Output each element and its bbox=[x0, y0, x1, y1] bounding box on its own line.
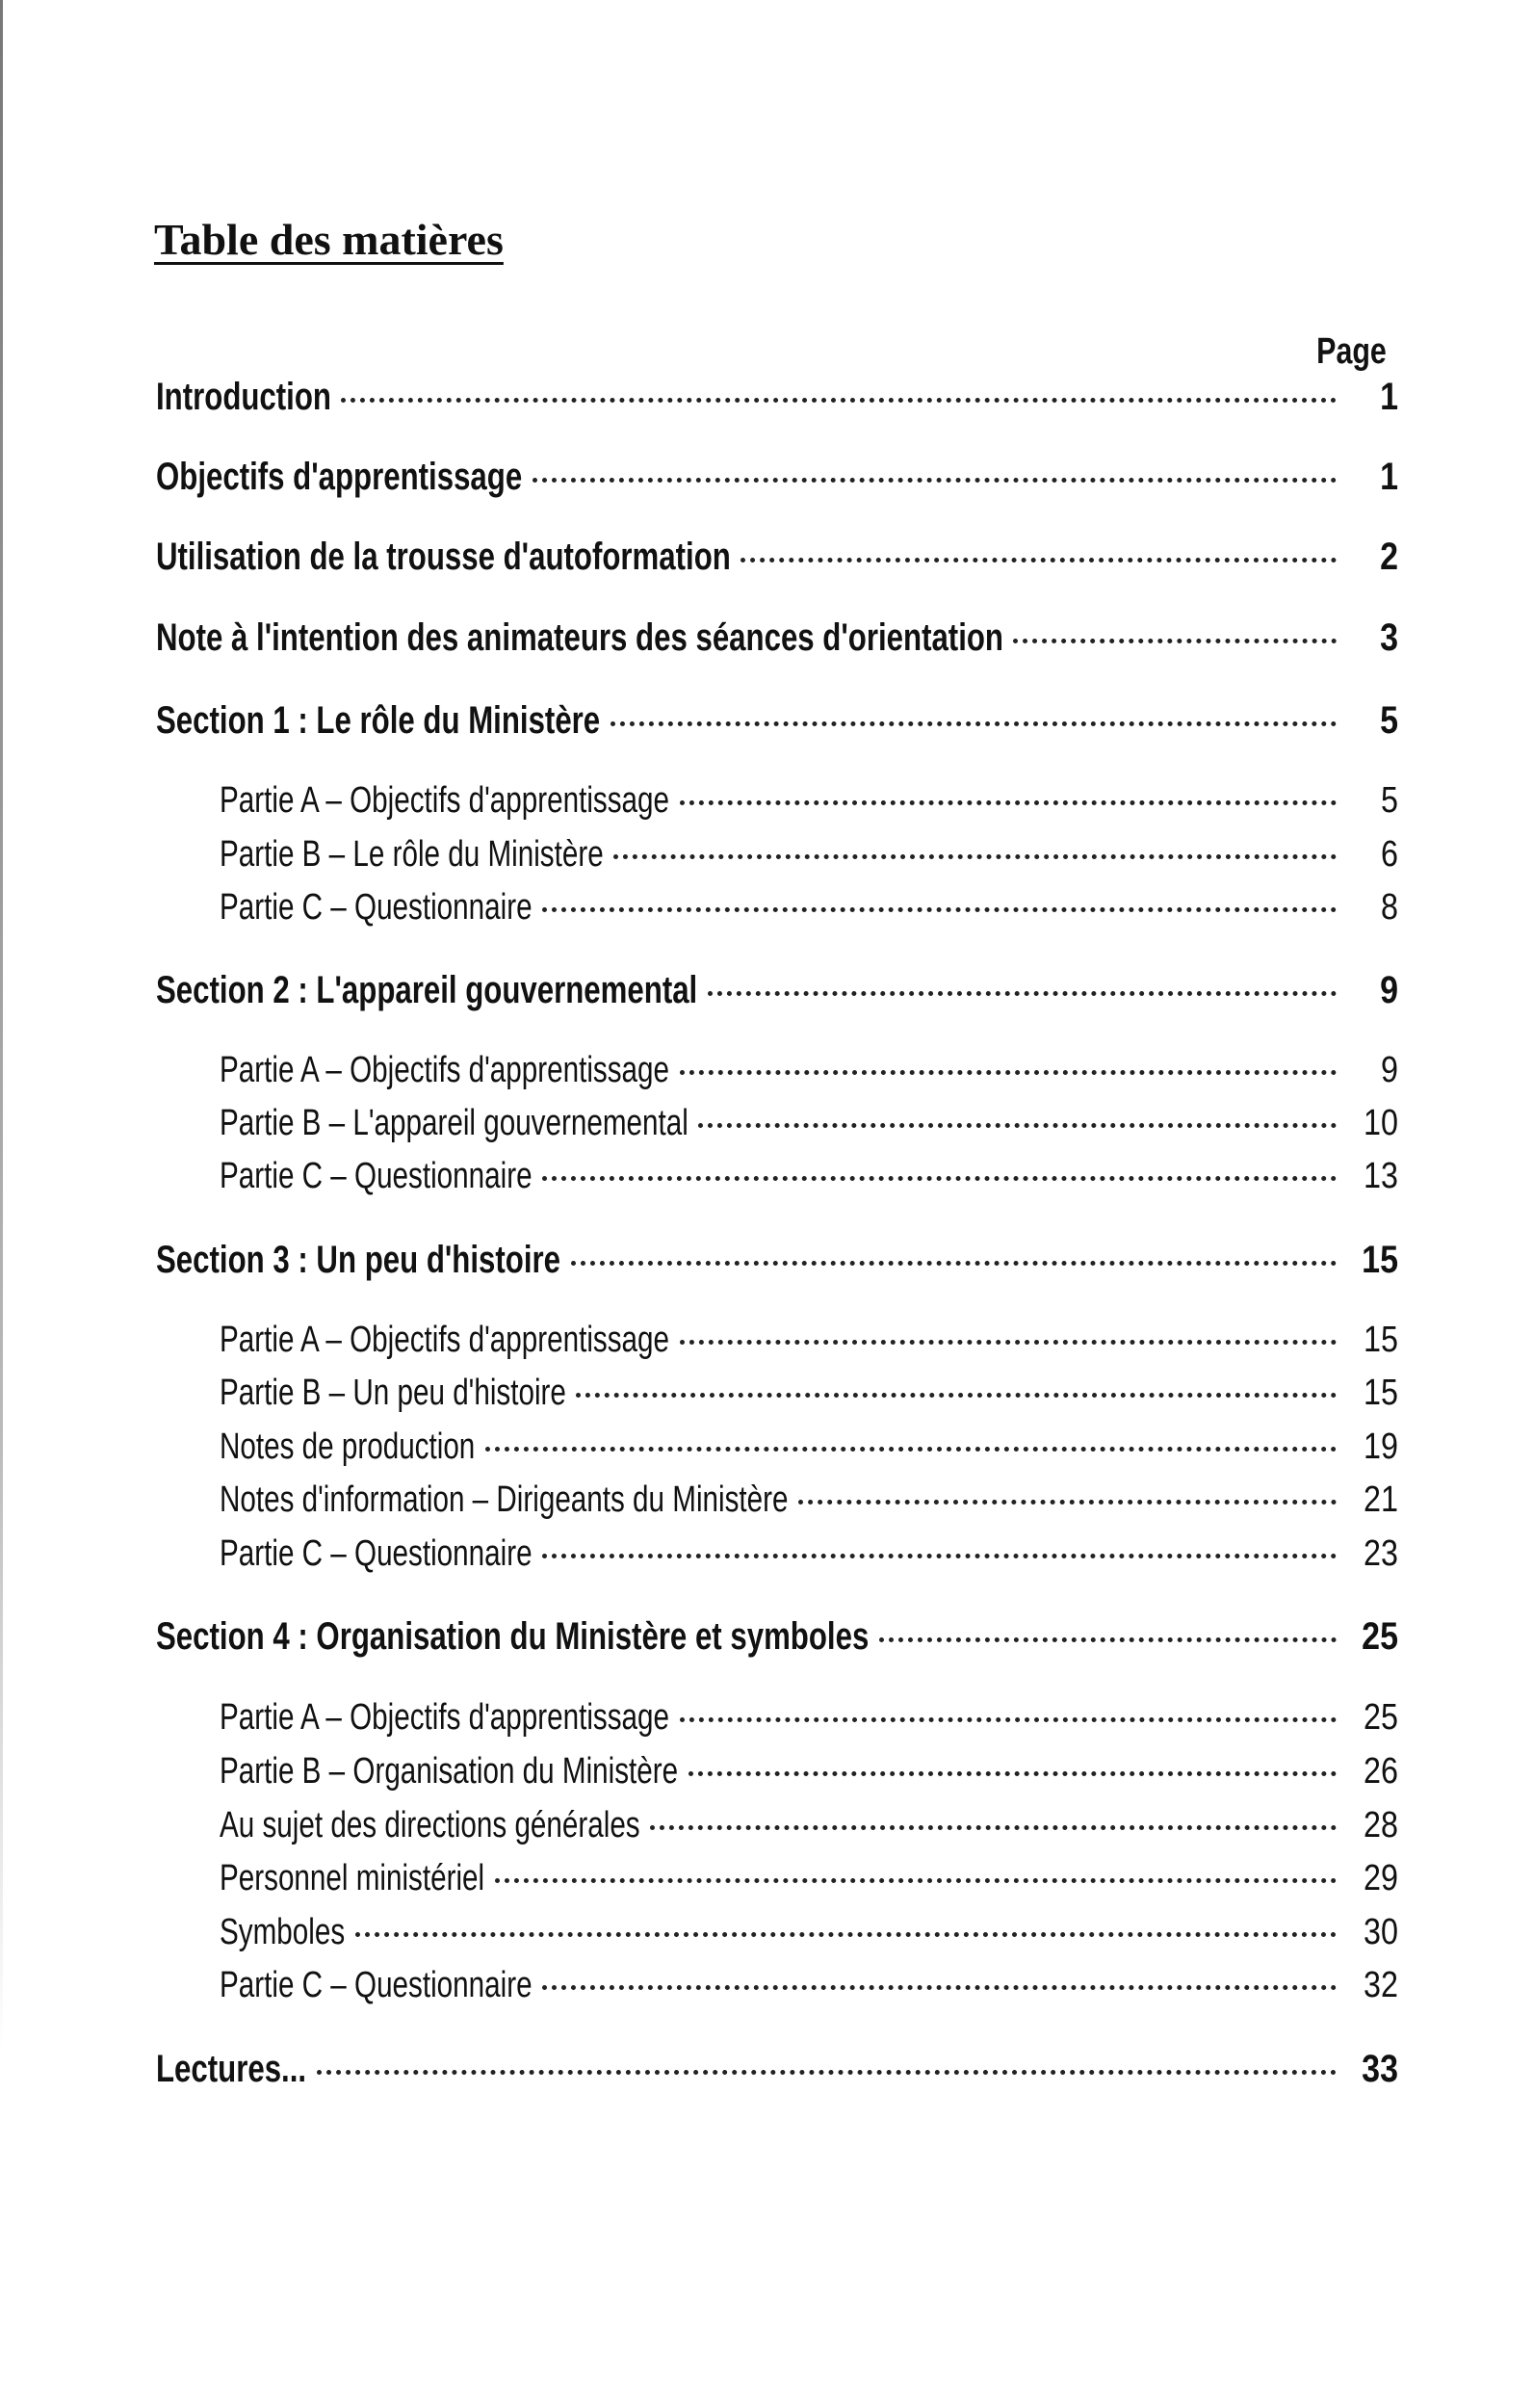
dot-leader bbox=[698, 1123, 1337, 1128]
toc-entry-title-wrap bbox=[220, 1426, 476, 1468]
toc-entry-title: Partie B – Le rôle du Ministère bbox=[220, 834, 604, 875]
toc-page-number: 6 bbox=[1381, 834, 1398, 875]
toc-entry-title: Partie C – Questionnaire bbox=[220, 1156, 533, 1196]
toc-page-number: 1 bbox=[1380, 376, 1398, 418]
toc-entry-title: Partie A – Objectifs d'apprentissage bbox=[220, 1320, 670, 1360]
toc-entry-title: Partie C – Questionnaire bbox=[220, 1533, 533, 1574]
toc-subentry bbox=[220, 1426, 1398, 1475]
toc-subentry bbox=[220, 1858, 1398, 1906]
toc-page-number: 28 bbox=[1364, 1805, 1398, 1845]
toc-subentry bbox=[220, 1373, 1398, 1421]
toc-page-number: 5 bbox=[1381, 780, 1398, 821]
toc-page-number: 10 bbox=[1364, 1103, 1398, 1143]
toc-entry-title-wrap bbox=[220, 1533, 533, 1575]
page-title: Table des matières bbox=[154, 215, 504, 264]
dot-leader bbox=[680, 800, 1337, 805]
dot-leader bbox=[341, 398, 1337, 403]
toc-page-number: 8 bbox=[1381, 887, 1398, 928]
toc-entry-title: Section 3 : Un peu d'histoire bbox=[156, 1239, 561, 1281]
toc-entry-title: Partie B – L'appareil gouvernemental bbox=[220, 1103, 689, 1143]
toc-entry-title-wrap bbox=[220, 780, 670, 822]
toc-entry-title-wrap bbox=[156, 376, 331, 419]
toc-subentry bbox=[220, 1320, 1398, 1368]
toc-entry-title: Section 1 : Le rôle du Ministère bbox=[156, 699, 601, 742]
dot-leader bbox=[571, 1261, 1337, 1266]
toc-page-number: 25 bbox=[1364, 1697, 1398, 1738]
toc-subentry bbox=[220, 1965, 1398, 2013]
toc-section-entry bbox=[156, 376, 1398, 424]
toc-entry-title: Objectifs d'apprentissage bbox=[156, 456, 523, 498]
toc-section-entry bbox=[156, 969, 1398, 1017]
toc-subentry bbox=[220, 1479, 1398, 1528]
toc-subentry bbox=[220, 1912, 1398, 1960]
dot-leader bbox=[689, 1771, 1337, 1776]
toc-entry-title-wrap bbox=[220, 1697, 670, 1739]
toc-page-number: 2 bbox=[1380, 536, 1398, 578]
toc-entry-title-wrap bbox=[156, 536, 731, 579]
toc-page-number: 25 bbox=[1362, 1615, 1398, 1658]
toc-entry-title-wrap bbox=[156, 2048, 307, 2091]
toc-entry-title-wrap bbox=[220, 1320, 670, 1361]
dot-leader bbox=[542, 1176, 1337, 1181]
toc-section-entry bbox=[156, 1239, 1398, 1287]
toc-entry-title: Partie C – Questionnaire bbox=[220, 887, 533, 928]
toc-entry-title: Partie C – Questionnaire bbox=[220, 1965, 533, 2005]
dot-leader bbox=[613, 854, 1337, 859]
dot-leader bbox=[533, 478, 1337, 483]
toc-page-number: 9 bbox=[1380, 969, 1398, 1011]
toc-subentry bbox=[220, 1050, 1398, 1098]
toc-page-number: 15 bbox=[1364, 1373, 1398, 1413]
toc-entry-title: Lectures... bbox=[156, 2048, 307, 2090]
toc-entry-title: Personnel ministériel bbox=[220, 1858, 485, 1898]
toc-entry-title-wrap bbox=[220, 1805, 640, 1846]
toc-page-number: 33 bbox=[1362, 2048, 1398, 2090]
toc-entry-title-wrap bbox=[156, 699, 601, 743]
toc-entry-title: Section 2 : L'appareil gouvernemental bbox=[156, 969, 698, 1011]
toc-page-number: 23 bbox=[1364, 1533, 1398, 1574]
toc-entry-title-wrap bbox=[156, 616, 1003, 660]
toc-section-entry bbox=[156, 456, 1398, 504]
toc-page-number: 15 bbox=[1364, 1320, 1398, 1360]
toc-subentry bbox=[220, 1751, 1398, 1799]
toc-entry-title-wrap bbox=[220, 887, 533, 929]
page-column-label: Page bbox=[1316, 331, 1387, 372]
toc-entry-title-wrap bbox=[220, 1965, 533, 2006]
toc-entry-title-wrap bbox=[156, 456, 523, 499]
toc-page-number: 21 bbox=[1364, 1479, 1398, 1520]
toc-entry-title-wrap bbox=[220, 1479, 789, 1521]
toc-entry-title-wrap bbox=[220, 834, 604, 876]
toc-entry-title-wrap bbox=[220, 1373, 566, 1414]
toc-page-number: 19 bbox=[1364, 1426, 1398, 1467]
dot-leader bbox=[542, 1554, 1337, 1558]
dot-leader bbox=[611, 721, 1337, 726]
toc-entry-title: Partie B – Organisation du Ministère bbox=[220, 1751, 679, 1792]
toc-entry-title: Section 4 : Organisation du Ministère et symboles bbox=[156, 1615, 870, 1658]
toc-entry-title: Notes de production bbox=[220, 1426, 476, 1467]
toc-page-number: 9 bbox=[1381, 1050, 1398, 1090]
dot-leader bbox=[879, 1637, 1337, 1642]
toc-page-number: 5 bbox=[1380, 699, 1398, 742]
toc-entry-title: Introduction bbox=[156, 376, 331, 418]
dot-leader bbox=[798, 1500, 1337, 1505]
toc-page-number: 32 bbox=[1364, 1965, 1398, 2005]
toc-entry-title: Partie B – Un peu d'histoire bbox=[220, 1373, 566, 1413]
toc-entry-title: Notes d'information – Dirigeants du Ministère bbox=[220, 1479, 789, 1520]
toc-subentry bbox=[220, 1805, 1398, 1853]
toc-entry-title-wrap bbox=[220, 1751, 679, 1793]
toc-subentry bbox=[220, 1533, 1398, 1582]
dot-leader bbox=[680, 1070, 1337, 1075]
dot-leader bbox=[650, 1825, 1337, 1830]
toc-entry-title-wrap bbox=[220, 1050, 670, 1091]
toc-entry-title-wrap bbox=[220, 1156, 533, 1197]
toc-section-entry bbox=[156, 699, 1398, 747]
toc-section-entry bbox=[156, 536, 1398, 584]
dot-leader bbox=[680, 1717, 1337, 1722]
toc-entry-title-wrap bbox=[156, 1239, 561, 1282]
toc-entry-title: Partie A – Objectifs d'apprentissage bbox=[220, 1697, 670, 1738]
dot-leader bbox=[485, 1447, 1337, 1452]
toc-page-number: 1 bbox=[1380, 456, 1398, 498]
toc-entry-title: Au sujet des directions générales bbox=[220, 1805, 640, 1845]
toc-subentry bbox=[220, 1697, 1398, 1745]
toc-entry-title-wrap bbox=[220, 1912, 346, 1953]
dot-leader bbox=[1013, 639, 1337, 643]
toc-section-entry bbox=[156, 1615, 1398, 1663]
dot-leader bbox=[741, 558, 1337, 563]
toc-subentry bbox=[220, 834, 1398, 882]
toc-page-number: 15 bbox=[1362, 1239, 1398, 1281]
dot-leader bbox=[542, 1985, 1337, 1990]
dot-leader bbox=[495, 1878, 1337, 1883]
dot-leader bbox=[680, 1340, 1337, 1345]
toc-page-number: 13 bbox=[1364, 1156, 1398, 1196]
toc-entry-title: Partie A – Objectifs d'apprentissage bbox=[220, 780, 670, 821]
toc-page-number: 3 bbox=[1380, 616, 1398, 659]
toc-entry-title: Partie A – Objectifs d'apprentissage bbox=[220, 1050, 670, 1090]
toc-subentry bbox=[220, 780, 1398, 828]
toc-page-number: 30 bbox=[1364, 1912, 1398, 1952]
dot-leader bbox=[355, 1932, 1337, 1937]
dot-leader bbox=[317, 2070, 1337, 2075]
toc-entry-title: Utilisation de la trousse d'autoformation bbox=[156, 536, 731, 578]
toc-subentry bbox=[220, 1103, 1398, 1151]
toc-section-entry bbox=[156, 2048, 1398, 2096]
toc-entry-title-wrap bbox=[220, 1103, 689, 1144]
toc-page-number: 26 bbox=[1364, 1751, 1398, 1792]
toc-entry-title: Symboles bbox=[220, 1912, 346, 1952]
toc-subentry bbox=[220, 887, 1398, 935]
toc-entry-title-wrap bbox=[156, 969, 698, 1012]
toc-page-number: 29 bbox=[1364, 1858, 1398, 1898]
toc-entry-title-wrap bbox=[156, 1615, 870, 1659]
dot-leader bbox=[542, 907, 1337, 912]
toc-section-entry bbox=[156, 616, 1398, 665]
toc-entry-title-wrap bbox=[220, 1858, 485, 1899]
dot-leader bbox=[708, 991, 1337, 996]
toc-entry-title: Note à l'intention des animateurs des séances d'orientation bbox=[156, 616, 1003, 659]
toc-subentry bbox=[220, 1156, 1398, 1204]
dot-leader bbox=[576, 1393, 1337, 1398]
